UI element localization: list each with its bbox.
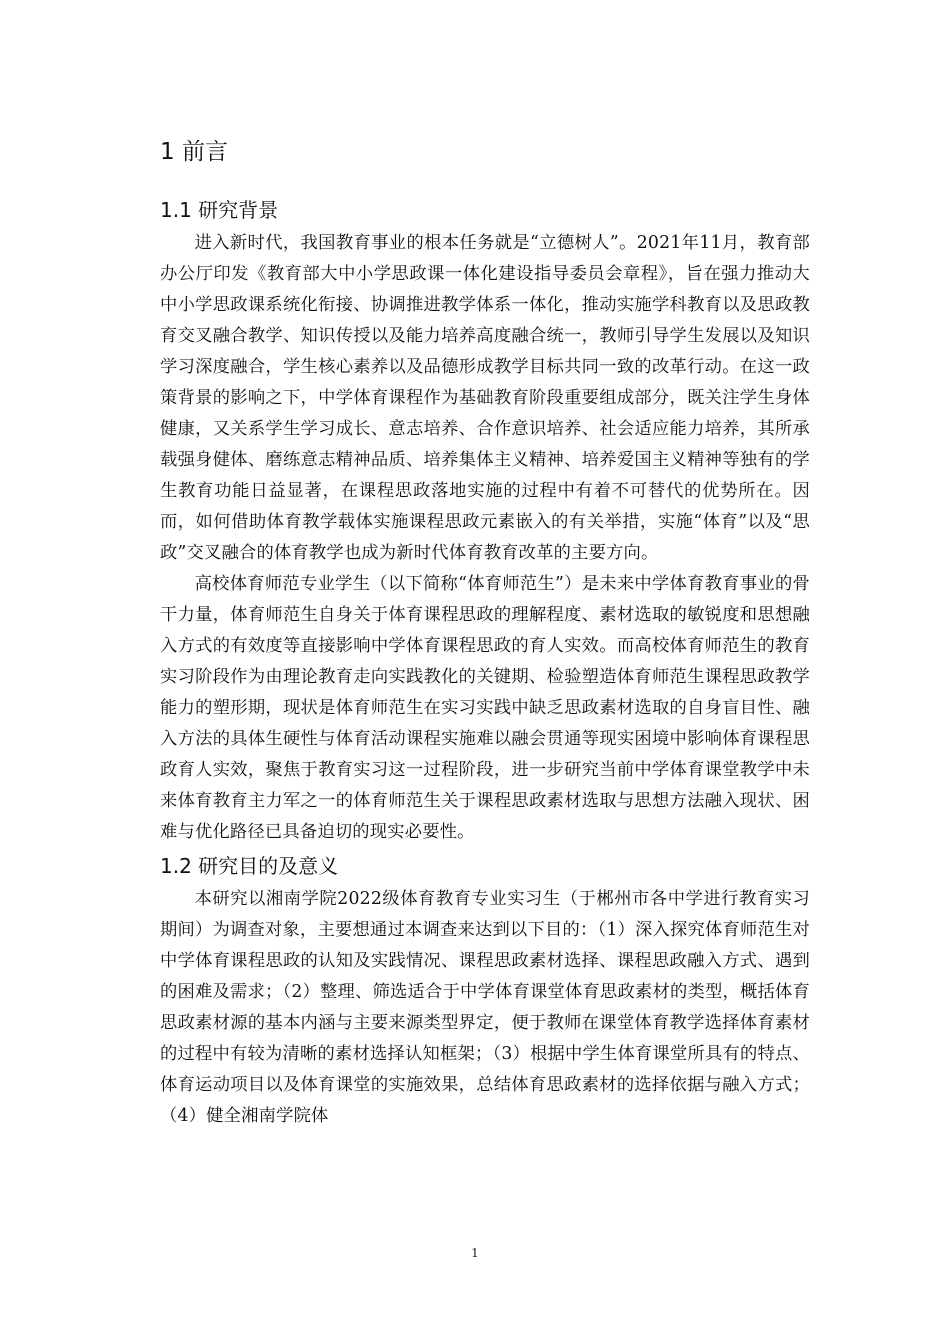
section-title-1-1: 1.1 研究背景 <box>160 198 279 222</box>
paragraph-purpose-1: 本研究以湘南学院2022级体育教育专业实习生（于郴州市各中学进行教育实习期间）为调查对象，主要想通过本调查来达到以下目的：（1）深入探究体育师范生对中学体育课程思政的认知及实践情况、课程思政素材选择、课程思政融入方式、遇到的困难及需求；（2）整理、筛选适合于中学体育课堂体育思政素材的类型，概括体育思政素材源的基本内涵与主要来源类型界定，便于教师在课堂体育教学选择体育素材的过程中有较为清晰的素材选择认知框架；（3）根据中学生体育课堂所具有的特点、体育运动项目以及体育课堂的实施效果，总结体育思政素材的选择依据与融入方式；（4）健全湘南学院体 <box>160 889 810 1126</box>
document-page <box>160 130 810 1132</box>
section-title-1-2: 1.2 研究目的及意义 <box>160 854 339 878</box>
paragraph-background-2: 高校体育师范专业学生（以下简称“体育师范生”）是未来中学体育教育事业的骨干力量，体育师范生自身关于体育课程思政的理解程度、素材选取的敏锐度和思想融入方式的有效度等直接影响中学体育课程思政的育人实效。而高校体育师范生的教育实习阶段作为由理论教育走向实践教化的关键期、检验塑造体育师范生课程思政教学能力的塑形期，现状是体育师范生在实习实践中缺乏思政素材选取的自身盲目性、融入方法的具体生硬性与体育活动课程实施难以融会贯通等现实困境中影响体育课程思政育人实效，聚焦于教育实习这一过程阶段，进一步研究当前中学体育课堂教学中未来体育教育主力军之一的体育师范生关于课程思政素材选取与思想方法融入现状、困难与优化路径已具备迫切的现实必要性。 <box>160 574 810 842</box>
page-number: 1 <box>471 1246 479 1260</box>
paragraph-background-1: 进入新时代，我国教育事业的根本任务就是“立德树人”。2021年11月，教育部办公厅印发《教育部大中小学思政课一体化建设指导委员会章程》，旨在强力推动大中小学思政课系统化衔接、协调推进教学体系一体化，推动实施学科教育以及思政教育交叉融合教学、知识传授以及能力培养高度融合统一，教师引导学生发展以及知识学习深度融合，学生核心素养以及品德形成教学目标共同一致的改革行动。在这一政策背景的影响之下，中学体育课程作为基础教育阶段重要组成部分，既关注学生身体健康，又关系学生学习成长、意志培养、合作意识培养、社会适应能力培养，其所承载强身健体、磨练意志精神品质、培养集体主义精神、培养爱国主义精神等独有的学生教育功能日益显著，在课程思政落地实施的过程中有着不可替代的优势所在。因而，如何借助体育教学载体实施课程思政元素嵌入的有关举措，实施“体育”以及“思政”交叉融合的体育教学也成为新时代体育教育改革的主要方向。 <box>160 233 810 563</box>
chapter-title: 1 前言 <box>160 139 228 165</box>
